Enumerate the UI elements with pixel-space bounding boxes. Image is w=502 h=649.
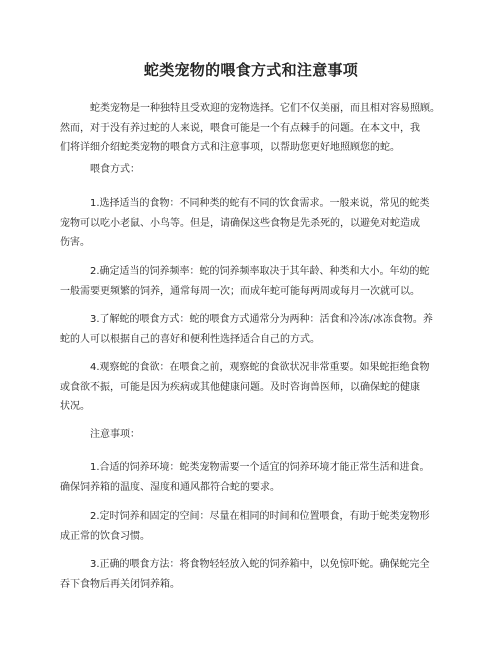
notes-line: 3.正确的喂食方法：将食物轻轻放入蛇的饲养箱中，以免惊吓蛇。确保蛇完全 — [90, 559, 430, 570]
feeding-line: 3.了解蛇的喂食方式：蛇的喂食方式通常分为两种：活食和冷冻/冰冻食物。养 — [90, 314, 433, 325]
feeding-item-4 — [60, 358, 450, 417]
notes-line: 成正常的饮食习惯。 — [60, 530, 150, 542]
document-title: 蛇类宠物的喂食方式和注意事项 — [143, 61, 359, 79]
feeding-line: 伤害。 — [60, 237, 90, 248]
intro-line: 然而，对于没有养过蛇的人来说，喂食可能是一个有点棘手的问题。在本文中，我 — [60, 122, 420, 134]
notes-line: 1.合适的饲养环境：蛇类宠物需要一个适宜的饲养环境才能正常生活和进食。 — [90, 462, 430, 473]
section-heading: 注意事项： — [90, 429, 140, 440]
intro-paragraph — [60, 99, 450, 158]
intro-line: 们将详细介绍蛇类宠物的喂食方式和注意事项，以帮助您更好地照顾您的蛇。 — [60, 142, 400, 153]
feeding-item-3 — [60, 310, 450, 349]
feeding-item-1 — [60, 194, 450, 253]
notes-line: 吞下食物后再关闭饲养箱。 — [60, 578, 180, 590]
notes-line: 2.定时饲养和固定的空间：尽量在相同的时间和位置喂食，有助于蛇类宠物形 — [90, 511, 430, 522]
feeding-line: 1.选择适当的食物：不同种类的蛇有不同的饮食需求。一般来说，常见的蛇类 — [90, 198, 430, 209]
notes-item-3 — [60, 555, 450, 594]
feeding-line: 或食欲不振，可能是因为疾病或其他健康问题。及时咨询兽医师，以确保蛇的健康 — [60, 381, 420, 393]
notes-item-2 — [60, 507, 450, 546]
feeding-line: 一般需要更频繁的饲养，通常每周一次；而成年蛇可能每两周或每月一次就可以。 — [60, 285, 420, 297]
feeding-line: 2.确定适当的饲养频率：蛇的饲养频率取决于其年龄、种类和大小。年幼的蛇 — [90, 266, 430, 277]
notes-item-1 — [60, 458, 450, 497]
notes-line: 确保饲养箱的温度、湿度和通风都符合蛇的要求。 — [60, 481, 280, 493]
feeding-line: 状况。 — [60, 401, 90, 412]
feeding-item-2 — [60, 262, 450, 301]
feeding-heading — [90, 160, 420, 180]
feeding-line: 宠物可以吃小老鼠、小鸟等。但是，请确保这些食物是先杀死的，以避免对蛇造成 — [60, 217, 420, 229]
intro-line: 蛇类宠物是一种独特且受欢迎的宠物选择。它们不仅美丽，而且相对容易照顾。 — [90, 103, 440, 114]
feeding-line: 4.观察蛇的食欲：在喂食之前，观察蛇的食欲状况非常重要。如果蛇拒绝食物 — [90, 362, 430, 373]
feeding-line: 蛇的人可以根据自己的喜好和便利性选择适合自己的方式。 — [60, 333, 320, 345]
section-heading: 喂食方式： — [90, 164, 140, 175]
notes-heading — [90, 425, 420, 445]
